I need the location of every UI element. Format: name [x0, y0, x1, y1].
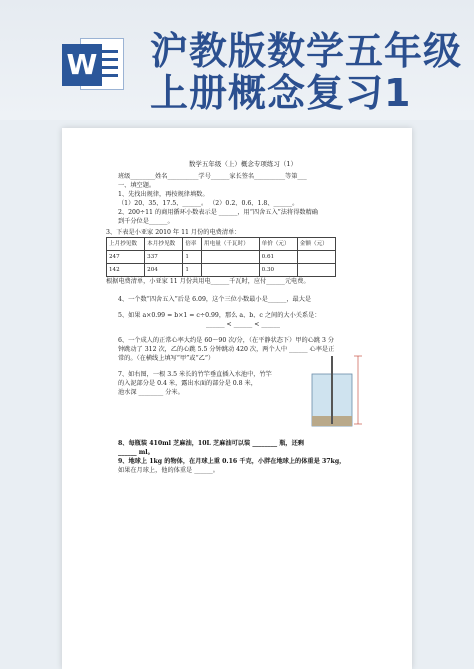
electricity-bill — [106, 228, 346, 286]
question-5-blanks: ______ < ______ < ______ — [206, 321, 280, 328]
header-line: 班级________姓名__________学号______家长签名__________等第___ — [118, 173, 307, 180]
question-6-line-2: 钟跳动了 312 次，乙的心跳 5.5 分钟跳动 420 次，两个人中 ______ 心率是正 — [118, 346, 335, 353]
bill-table — [106, 237, 336, 277]
table-cell: 1 — [183, 251, 202, 264]
document-content — [106, 160, 368, 475]
question-5: 5、如果 a×0.99 = b×1 = c÷0.99，那么 a、b、c 之间的大小关系是： — [118, 312, 321, 319]
question-8-line-2: ______ ml。 — [118, 449, 154, 456]
page-title — [150, 30, 470, 114]
header-banner — [0, 0, 474, 120]
question-4: 4、一个数“四舍五入”后是 6.09，这个三位小数最小是______，最大是 — [118, 296, 312, 303]
table-cell: 倍率 — [183, 238, 202, 251]
question-3-intro: 3、下表是小亚家 2010 年 11 月份的电费清单： — [106, 229, 241, 236]
question-7-block — [118, 370, 368, 432]
table-cell: 单价（元） — [259, 238, 297, 251]
pond-diagram — [308, 352, 368, 432]
table-cell: 本月抄见数 — [145, 238, 183, 251]
question-8-line-1: 8、每瓶装 410ml 芝麻油，10L 芝麻油可以装 ________ 瓶，还剩 — [118, 440, 304, 447]
section-heading: 一、填空题。 — [118, 182, 156, 189]
question-7-line-2: 的入泥部分是 0.4 米，露出水面的部分是 0.8 米， — [118, 380, 257, 387]
table-cell: 337 — [145, 251, 183, 264]
question-9-line-2: 如果在月球上，他的体重是 ______。 — [118, 467, 219, 474]
title-line-1: 沪教版数学五年级 — [150, 29, 463, 73]
table-cell — [202, 251, 260, 264]
table-cell: 0.61 — [259, 251, 297, 264]
table-cell: 上月抄见数 — [107, 238, 145, 251]
doc-title: 数学五年级（上）概念专项练习（1） — [188, 160, 298, 168]
table-cell: 0.30 — [259, 264, 297, 277]
table-cell — [297, 264, 335, 277]
document-page — [62, 128, 412, 669]
word-document-icon — [62, 34, 124, 94]
question-6-line-1: 6、一个成人的正常心率大约是 60～90 次/分，（在平静状态下）甲的心跳 3 分 — [118, 337, 335, 344]
question-3-tail: 根据电费清单，小亚家 11 月份共用电______千瓦时，应付______元电费。 — [106, 278, 310, 285]
table-row — [107, 251, 336, 264]
table-row — [107, 238, 336, 251]
table-cell — [297, 251, 335, 264]
question-7-line-1: 7、如右图，一根 3.5 米长的竹竿垂直插入水池中，竹竿 — [118, 371, 272, 378]
question-1-sequence: （1）20、35、17.5、______。 （2）0.2、0.6、1.8、______。 — [118, 200, 299, 207]
table-cell — [202, 264, 260, 277]
question-7-line-3: 池水深 ________ 分米。 — [118, 389, 184, 396]
table-cell: 204 — [145, 264, 183, 277]
question-2-line-2: 到千分位是______。 — [118, 218, 174, 225]
word-letter: W — [62, 44, 102, 86]
table-row — [107, 264, 336, 277]
question-9-line-1: 9、地球上 1kg 的物体，在月球上重 0.16 千克，小胖在地球上的体重是 37kg， — [118, 458, 346, 465]
question-1: 1、先找出规律，再按规律填数。 — [118, 191, 209, 198]
table-cell: 金额（元） — [297, 238, 335, 251]
table-cell: 1 — [183, 264, 202, 277]
question-6-line-3: 常的。（在横线上填写“甲”或“乙”） — [118, 355, 215, 362]
table-cell: 142 — [107, 264, 145, 277]
table-cell: 247 — [107, 251, 145, 264]
question-2-line-1: 2、200÷11 的商用循环小数表示是 ______，用“四舍五入”法将得数精确 — [118, 209, 318, 216]
table-cell: 用电量（千瓦时） — [202, 238, 260, 251]
title-line-2: 上册概念复习1 — [150, 71, 412, 115]
